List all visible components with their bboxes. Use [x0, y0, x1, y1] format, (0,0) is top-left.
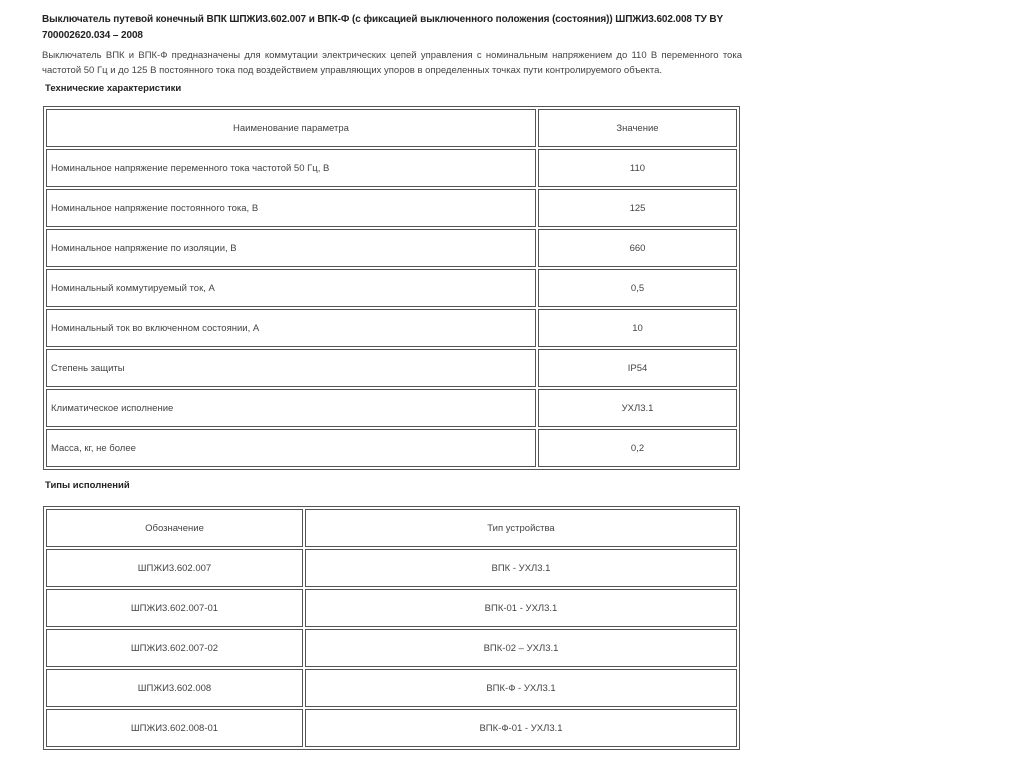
value-cell: 0,2 [538, 429, 737, 467]
table-row [46, 349, 737, 387]
table-row [46, 269, 737, 307]
header-cell-device-type: Тип устройства [305, 509, 737, 547]
table-row [46, 669, 737, 707]
value-cell: IP54 [538, 349, 737, 387]
product-description: Выключатель ВПК и ВПК-Ф предназначены для коммутации электрических цепей управления с номинальным напряжением до 110 В переменного тока частотой 50 Гц и до 125 В постоянного тока под воздействием управляющих упоров в определенных точках пути контролируемого объекта. [42, 50, 742, 76]
parameter-cell: Масса, кг, не более [46, 429, 536, 467]
types-heading: Типы исполнений [45, 480, 130, 491]
value-cell: 0,5 [538, 269, 737, 307]
device-type-cell: ВПК-Ф-01 - УХЛ3.1 [305, 709, 737, 747]
value-cell: УХЛ3.1 [538, 389, 737, 427]
table-header-row [46, 509, 737, 547]
value-cell: 125 [538, 189, 737, 227]
designation-cell: ШПЖИ3.602.007-02 [46, 629, 303, 667]
header-cell-value: Значение [538, 109, 737, 147]
table-row [46, 629, 737, 667]
parameter-cell: Номинальное напряжение переменного тока частотой 50 Гц, В [46, 149, 536, 187]
designation-cell: ШПЖИ3.602.008 [46, 669, 303, 707]
table-row [46, 389, 737, 427]
value-cell: 10 [538, 309, 737, 347]
table-row [46, 549, 737, 587]
table-row [46, 589, 737, 627]
device-type-cell: ВПК-Ф - УХЛ3.1 [305, 669, 737, 707]
designation-cell: ШПЖИ3.602.007 [46, 549, 303, 587]
designation-cell: ШПЖИ3.602.008-01 [46, 709, 303, 747]
value-cell: 660 [538, 229, 737, 267]
parameter-cell: Номинальное напряжение постоянного тока, В [46, 189, 536, 227]
device-type-cell: ВПК-02 – УХЛ3.1 [305, 629, 737, 667]
specs-heading: Технические характеристики [45, 83, 182, 94]
table-row [46, 309, 737, 347]
product-title: Выключатель путевой конечный ВПК ШПЖИ3.602.007 и ВПК-Ф (с фиксацией выключенного положения (состояния)) ШПЖИ3.602.008 ТУ BY 700002620.034 – 2008 [42, 14, 723, 41]
header-cell-designation: Обозначение [46, 509, 303, 547]
table-row [46, 229, 737, 267]
document-content [42, 12, 742, 750]
table-row [46, 429, 737, 467]
table-row [46, 709, 737, 747]
specs-table [43, 106, 740, 470]
parameter-cell: Номинальное напряжение по изоляции, В [46, 229, 536, 267]
table-row [46, 149, 737, 187]
value-cell: 110 [538, 149, 737, 187]
parameter-cell: Номинальный ток во включенном состоянии, А [46, 309, 536, 347]
designation-cell: ШПЖИ3.602.007-01 [46, 589, 303, 627]
types-table [43, 506, 740, 750]
parameter-cell: Степень защиты [46, 349, 536, 387]
header-cell-parameter: Наименование параметра [46, 109, 536, 147]
device-type-cell: ВПК - УХЛ3.1 [305, 549, 737, 587]
table-row [46, 189, 737, 227]
device-type-cell: ВПК-01 - УХЛ3.1 [305, 589, 737, 627]
parameter-cell: Климатическое исполнение [46, 389, 536, 427]
table-header-row [46, 109, 737, 147]
parameter-cell: Номинальный коммутируемый ток, А [46, 269, 536, 307]
